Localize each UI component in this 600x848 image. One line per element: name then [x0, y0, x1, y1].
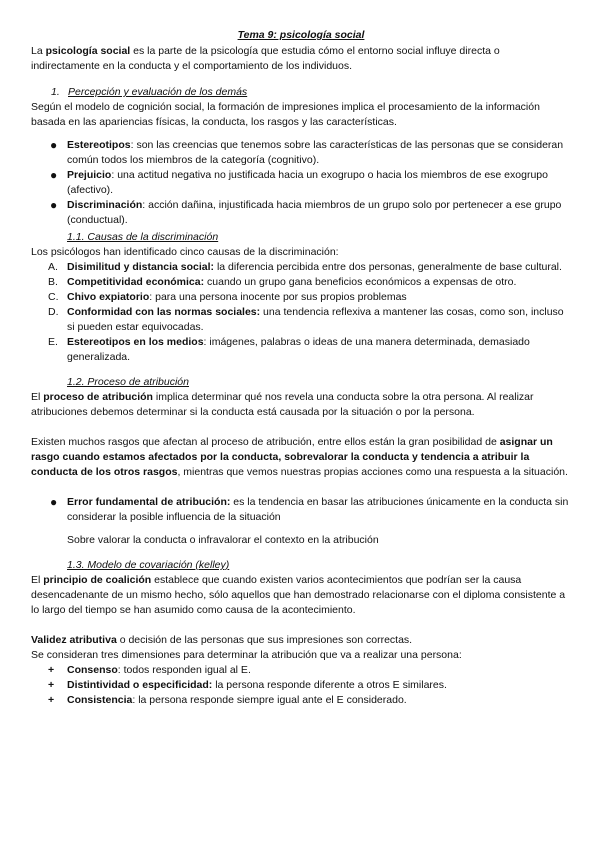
bullet-dot: ● [50, 495, 58, 509]
bullet-dot: ● [50, 138, 58, 152]
list-item: + Consenso: todos responden igual al E. [48, 664, 251, 676]
list-item: C. Chivo expiatorio: para una persona inocente por sus propios problemas [48, 291, 407, 303]
section-1-2-note: Sobre valorar la conducta o infravalorar el contexto en la atribución [67, 534, 379, 546]
list-item: E. Estereotipos en los medios: imágenes, palabras o ideas de una manera determinada, demasiado generalizada. [48, 336, 530, 363]
section-1-3-heading: 1.3. Modelo de covariación (kelley) [67, 559, 230, 571]
section-1-1-heading: 1.1. Causas de la discriminación [67, 231, 219, 243]
section-1-3-paragraph-3: Se consideran tres dimensiones para determinar la atribución que va a realizar una persona: [31, 649, 462, 661]
section-1-2-bullets [31, 495, 571, 525]
section-1-3-paragraph-1: El principio de coalición establece que cuando existen varios acontecimientos que podrían ser la causa desencadenante de un mismo hecho, sólo aquellos que han demostrado relacionarse con el diploma consistente a lo largo del tiempo se han asumido como causa de la acontecimiento. [31, 574, 566, 616]
section-1-heading: 1. Percepción y evaluación de los demás [51, 86, 248, 98]
document-page [31, 28, 571, 708]
page-title: Tema 9: psicología social [237, 29, 365, 41]
section-1-2-heading: 1.2. Proceso de atribución [67, 376, 189, 388]
intro-paragraph: La psicología social es la parte de la psicología que estudia cómo el entorno social influye directa o indirectamente en la conducta y el comportamiento de los individuos. [31, 45, 500, 72]
bullet-dot: ● [50, 168, 58, 182]
section-1-text: Según el modelo de cognición social, la formación de impresiones implica el procesamiento de la información basada en las apariencias físicas, la conducta, los rasgos y las características. [31, 101, 540, 128]
list-item: D. Conformidad con las normas sociales: una tendencia reflexiva a mantener las cosas, como son, incluso si pueden estar equivocadas. [48, 306, 564, 333]
list-item: ● Discriminación: acción dañina, injustificada hacia miembros de un grupo solo por pertenecer a ese grupo (conductual). [50, 198, 562, 226]
section-1-2-paragraph-1: El proceso de atribución implica determinar qué nos revela una conducta sobre la otra persona. Al realizar atribuciones debemos determinar si la conducta está causada por la situación o por la persona. [31, 391, 534, 418]
bullet-dot: ● [50, 198, 58, 212]
list-item: + Distintividad o especificidad: la persona responde diferente a otros E similares. [48, 679, 447, 691]
list-item: B. Competitividad económica: cuando un grupo gana beneficios económicos a expensas de otro. [48, 276, 517, 288]
dimensions-list [31, 663, 571, 708]
section-1-1-text: Los psicólogos han identificado cinco causas de la discriminación: [31, 246, 339, 258]
section-1-3-paragraph-2: Validez atributiva o decisión de las personas que sus impresiones son correctas. [31, 634, 413, 646]
section-1-2-paragraph-2: Existen muchos rasgos que afectan al proceso de atribución, entre ellos están la gran posibilidad de asignar un rasgo cuando estamos afectados por la conducta, sobrevalorar la conducta y tendencia a atribuir la conducta de los otros rasgos, mientras que vemos nuestras propias acciones como una respuesta a la situación. [31, 436, 568, 478]
section-1-bullets [31, 138, 571, 228]
list-item: ● Prejuicio: una actitud negativa no justificada hacia un exogrupo o hacia los miembros de ese exogrupo (afectivo). [50, 168, 548, 196]
list-item: ● Error fundamental de atribución: es la tendencia en basar las atribuciones únicamente en la conducta sin considerar la posible influencia de la situación [50, 495, 569, 523]
list-item: ● Estereotipos: son las creencias que tenemos sobre las características de las personas que se consideran común todos los miembros de la categoría (cognitivo). [50, 138, 564, 166]
list-item: A. Disimilitud y distancia social: la diferencia percibida entre dos personas, generalmente de base cultural. [48, 261, 562, 273]
intro-term: psicología social [45, 45, 131, 57]
causes-list [31, 260, 571, 365]
list-item: + Consistencia: la persona responde siempre igual ante el E considerado. [48, 694, 407, 706]
